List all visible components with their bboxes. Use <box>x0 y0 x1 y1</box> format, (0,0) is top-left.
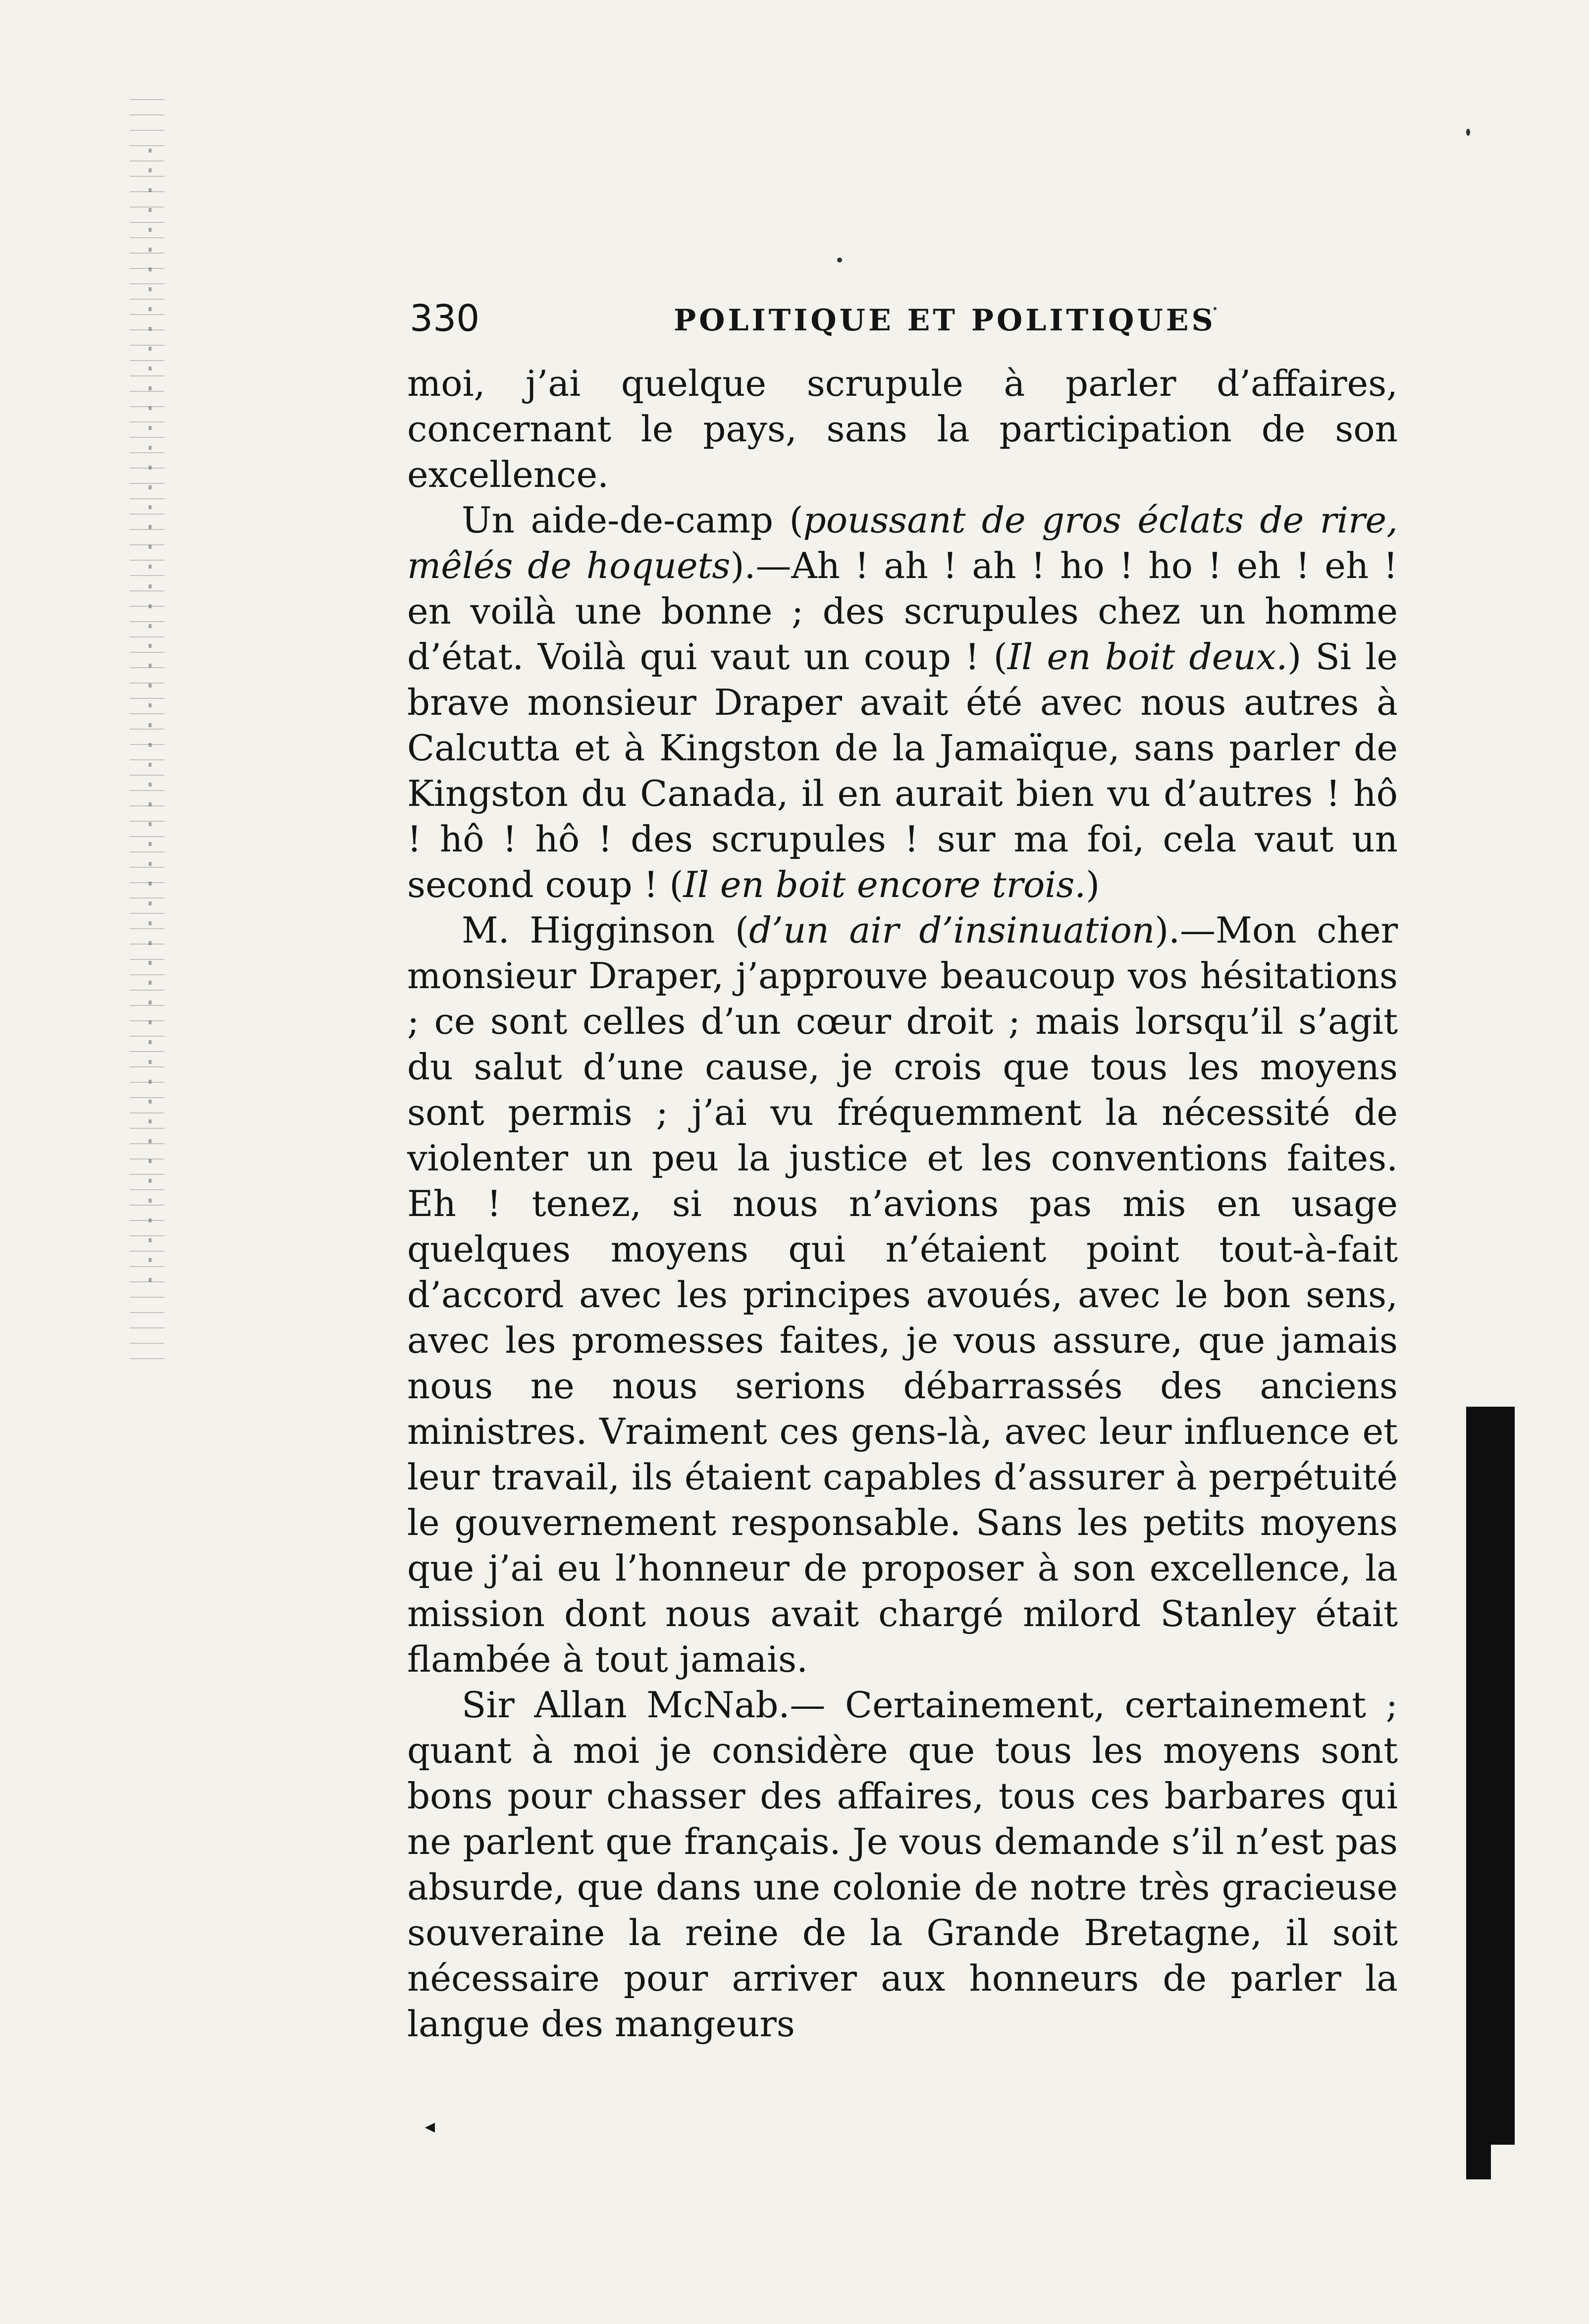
paragraph <box>407 1682 1398 2047</box>
paragraph <box>407 361 1398 497</box>
paragraph-text: ).—Ah ! ah ! ah ! ho ! ho ! eh ! eh ! en voilà une bonne ; des scrupules chez un homme d’état. Voilà qui vaut un coup ! ( <box>407 545 1398 678</box>
paragraph-text: Un aide-de-camp ( <box>462 499 803 541</box>
scan-mark: ◂ <box>425 2115 435 2138</box>
stage-direction: d’un air d’insinuation <box>749 909 1155 951</box>
paragraph-text: ) Si le brave monsieur Draper avait été avec nous autres à Calcutta et à Kingston de la Jamaïque, sans parler de Kingston du Canada, il en aurait bien vu d’autres ! hô ! hô ! hô ! des scrupules ! sur ma foi, cela vaut un second coup ! ( <box>407 636 1398 905</box>
paragraph-text: Sir Allan McNab.— Certainement, certainement ; quant à moi je considère que tous les moyens sont bons pour chasser des affaires, tous ces barbares qui ne parlent que français. Je vous demande s’il n’est pas absurde, que dans une colonie de notre très gracieuse souveraine la reine de la Grande Bretagne, il soit nécessaire pour arriver aux honneurs de parler la langue des mangeurs <box>407 1684 1398 2045</box>
left-margin-scan-noise <box>130 99 164 1362</box>
stage-direction: Il en boit encore trois. <box>683 864 1086 905</box>
right-edge-scan-shadow-notch <box>1466 2145 1491 2179</box>
paragraph-text: ) <box>1086 864 1100 905</box>
paragraph-text: moi, j’ai quelque scrupule à parler d’affaires, concernant le pays, sans la participation de son excellence. <box>407 363 1398 495</box>
stage-direction: Il en boit deux. <box>1007 636 1288 678</box>
paragraph-text: M. Higginson ( <box>462 909 749 951</box>
right-edge-scan-shadow <box>1466 1407 1515 2145</box>
paragraph <box>407 907 1398 1682</box>
scan-speck <box>837 258 842 263</box>
left-margin-scan-marks <box>149 149 152 1288</box>
scan-speck <box>1466 129 1470 136</box>
running-head: POLITIQUE ET POLITIQUES <box>674 303 1216 338</box>
body-text <box>407 361 1398 2047</box>
stage-direction: poussant de gros éclats de rire, mêlés de hoquets <box>407 499 1398 586</box>
paragraph <box>407 497 1398 907</box>
page-number: 330 <box>410 297 480 340</box>
paragraph-text: ).—Mon cher monsieur Draper, j’approuve beaucoup vos hésitations ; ce sont celles d’un cœur droit ; mais lorsqu’il s’agit du salut d’une cause, je crois que tous les moyens sont permis ; j’ai vu fréquemment la nécessité de violenter un peu la justice et les conventions faites. Eh ! tenez, si nous n’avions pas mis en usage quelques moyens qui n’étaient point tout-à-fait d’accord avec les principes avoués, avec le bon sens, avec les promesses faites, je vous assure, que jamais nous ne nous serions débarrassés des anciens ministres. Vraiment ces gens-là, avec leur influence et leur travail, ils étaient capables d’assurer à perpétuité le gouvernement responsable. Sans les petits moyens que j’ai eu l’honneur de proposer à son excellence, la mission dont nous avait chargé milord Stanley était flambée à tout jamais. <box>407 909 1398 1680</box>
